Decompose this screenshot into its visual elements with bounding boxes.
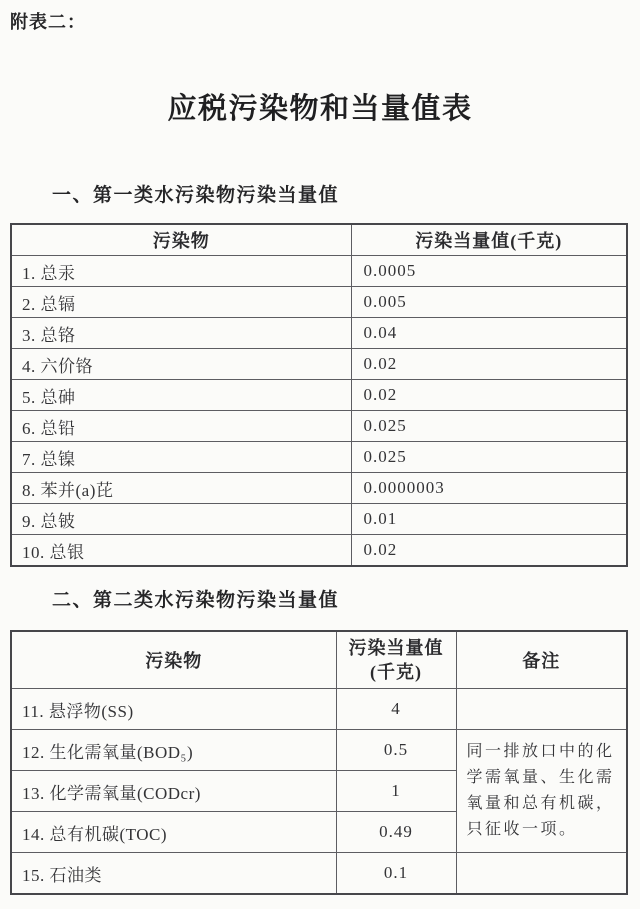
value-cell: 0.02 [351, 380, 627, 411]
section1-heading: 一、第一类水污染物污染当量值 [52, 185, 340, 206]
value-cell: 0.04 [351, 318, 627, 349]
table-row [11, 535, 627, 567]
table-row [11, 287, 627, 318]
table-row [11, 504, 627, 535]
value-cell: 0.0005 [351, 256, 627, 287]
remark-cell-empty [456, 689, 627, 730]
value-cell: 0.5 [336, 730, 456, 771]
pollutant-cell: 5. 总砷 [11, 380, 351, 411]
pollutant-cell: 15. 石油类 [11, 853, 336, 895]
value-cell: 1 [336, 771, 456, 812]
value-cell: 0.025 [351, 442, 627, 473]
pollutant-cell: 2. 总镉 [11, 287, 351, 318]
section2-heading: 二、第二类水污染物污染当量值 [52, 590, 340, 611]
table-header-row [11, 631, 627, 689]
pollutant-cell: 8. 苯并(a)芘 [11, 473, 351, 504]
class2-pollutant-table [10, 630, 628, 895]
class1-pollutant-table [10, 223, 628, 567]
value-cell: 0.005 [351, 287, 627, 318]
pollutant-cell: 1. 总汞 [11, 256, 351, 287]
pollutant-cell: 7. 总镍 [11, 442, 351, 473]
pollutant-cell: 3. 总铬 [11, 318, 351, 349]
table-row [11, 473, 627, 504]
value-cell: 4 [336, 689, 456, 730]
pollutant-column-header: 污染物 [11, 224, 351, 256]
table-header-row [11, 224, 627, 256]
value-header-line2: (千克) [370, 662, 422, 682]
table-row [11, 318, 627, 349]
value-cell: 0.01 [351, 504, 627, 535]
table-row [11, 349, 627, 380]
table-row [11, 730, 627, 771]
pollutant-cell: 6. 总铅 [11, 411, 351, 442]
value-cell: 0.0000003 [351, 473, 627, 504]
value-column-header: 污染当量值(千克) [351, 224, 627, 256]
value-header-line1: 污染当量值 [348, 638, 444, 658]
remark-cell-empty [456, 853, 627, 895]
table-row [11, 689, 627, 730]
pollutant-cell: 9. 总铍 [11, 504, 351, 535]
value-cell: 0.49 [336, 812, 456, 853]
page-title: 应税污染物和当量值表 [167, 93, 473, 125]
pollutant-cell: 13. 化学需氧量(CODcr) [11, 771, 336, 812]
remark-cell-merged: 同一排放口中的化学需氧量、生化需氧量和总有机碳，只征收一项。 [456, 730, 627, 853]
pollutant-cell: 12. 生化需氧量(BOD₅) [11, 730, 336, 771]
value-cell: 0.025 [351, 411, 627, 442]
table-row [11, 411, 627, 442]
value-cell: 0.02 [351, 535, 627, 567]
value-cell: 0.1 [336, 853, 456, 895]
table-row [11, 256, 627, 287]
remark-column-header: 备注 [456, 631, 627, 689]
pollutant-cell: 14. 总有机碳(TOC) [11, 812, 336, 853]
pollutant-cell: 4. 六价铬 [11, 349, 351, 380]
table-row [11, 380, 627, 411]
annex-label: 附表二： [10, 12, 86, 32]
pollutant-cell: 11. 悬浮物(SS) [11, 689, 336, 730]
table-row [11, 853, 627, 895]
pollutant-cell: 10. 总银 [11, 535, 351, 567]
value-column-header [336, 631, 456, 689]
table-row [11, 442, 627, 473]
value-cell: 0.02 [351, 349, 627, 380]
pollutant-column-header: 污染物 [11, 631, 336, 689]
